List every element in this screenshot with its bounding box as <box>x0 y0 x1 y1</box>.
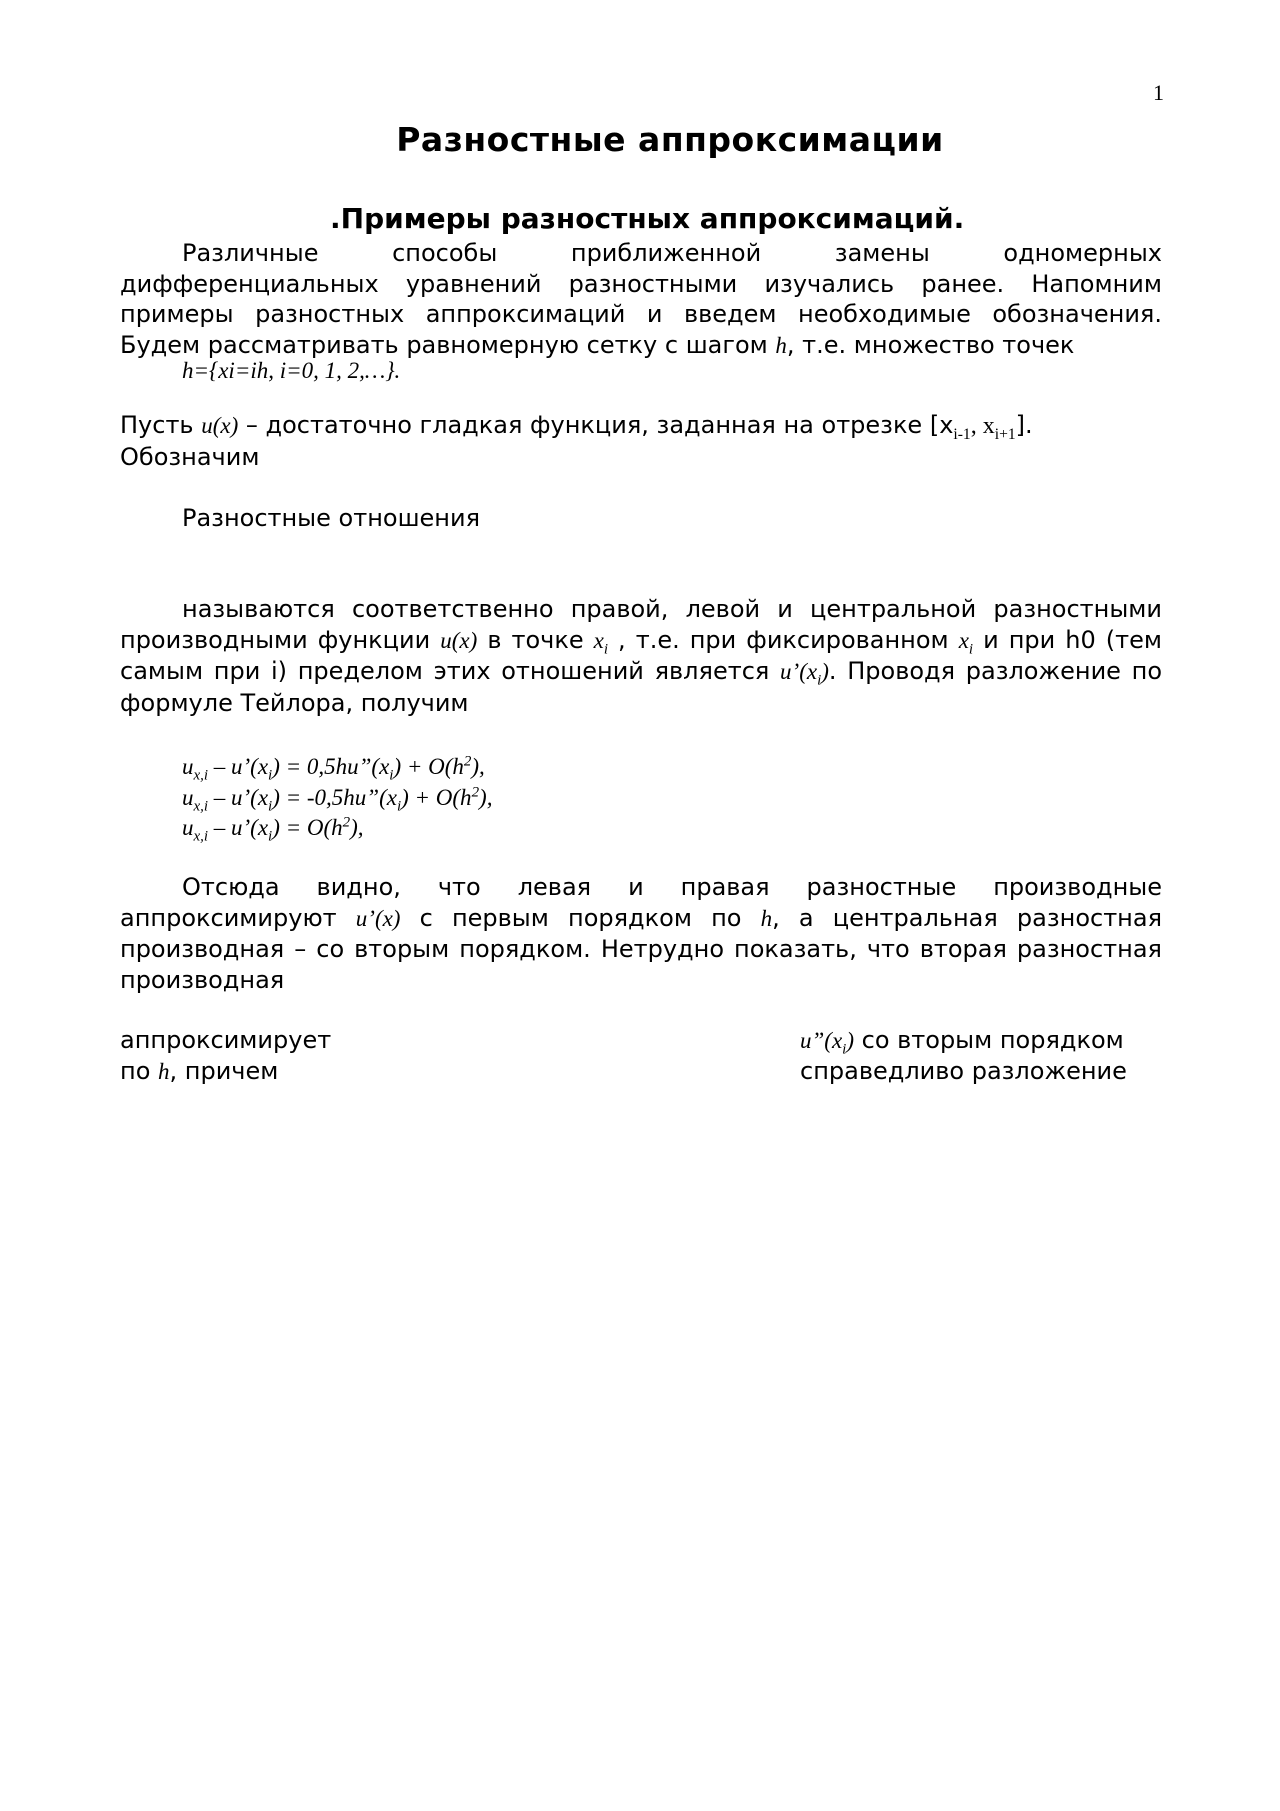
formula-left: $u_{x,i}$ – $u’(x_i)$ = $-0,5hu”(x_i) + O(h^2)$, <box>182 783 493 815</box>
page-title: Разностные аппроксимации <box>396 120 944 159</box>
second-derivative-right: $u”(x_i)$ со вторым порядком справедливо разложение <box>800 1026 1127 1085</box>
page-number: 1 <box>1153 80 1164 105</box>
derivatives-paragraph: называются соответственно правой, левой и центральной разностными производными функции u(x) в точке $x_i$ , т.е. при фиксированном $x_i$ и при h0 (тем самым при i) пределом этих отношений является $u’(x_i)$. Проводя разложение по формуле Тейлора, получим <box>120 595 1163 717</box>
section-title: .Примеры разностных аппроксимаций. <box>330 202 965 235</box>
conclusion-paragraph: Отсюда видно, что левая и правая разностные производные аппроксимируют u’(x) с первым порядком по h, а центральная разностная производная – со вторым порядком. Нетрудно показать, что вторая разностная производная <box>120 873 1163 994</box>
second-derivative-left: аппроксимирует по h, причем <box>120 1026 332 1085</box>
function-definition: Пусть u(x) – достаточно гладкая функция, заданная на отрезке [$x_{i-1}$, $x_{i+1}$]. Обозначим <box>120 411 1033 471</box>
formula-central: $u_{x,i}$ – $u’(x_i) = O(h^2)$, <box>182 814 364 845</box>
taylor-formulas <box>182 752 492 844</box>
formula-right: $u_{x,i}$ – $u’(x_i)$ = $0,5hu”(x_i) + O(h^2)$, <box>182 753 485 784</box>
intro-paragraph: Различные способы приближенной замены одномерных дифференциальных уравнений разностными изучались ранее. Напомним примеры разностных аппроксимаций и введем необходимые обозначения. Будем рассматривать равномерную сетку с шагом h, т.е. множество точек <box>120 239 1162 359</box>
grid-set-formula: h={xi=ih, i=0, 1, 2,…}. <box>182 358 401 383</box>
difference-relations-label: Разностные отношения <box>182 504 481 532</box>
